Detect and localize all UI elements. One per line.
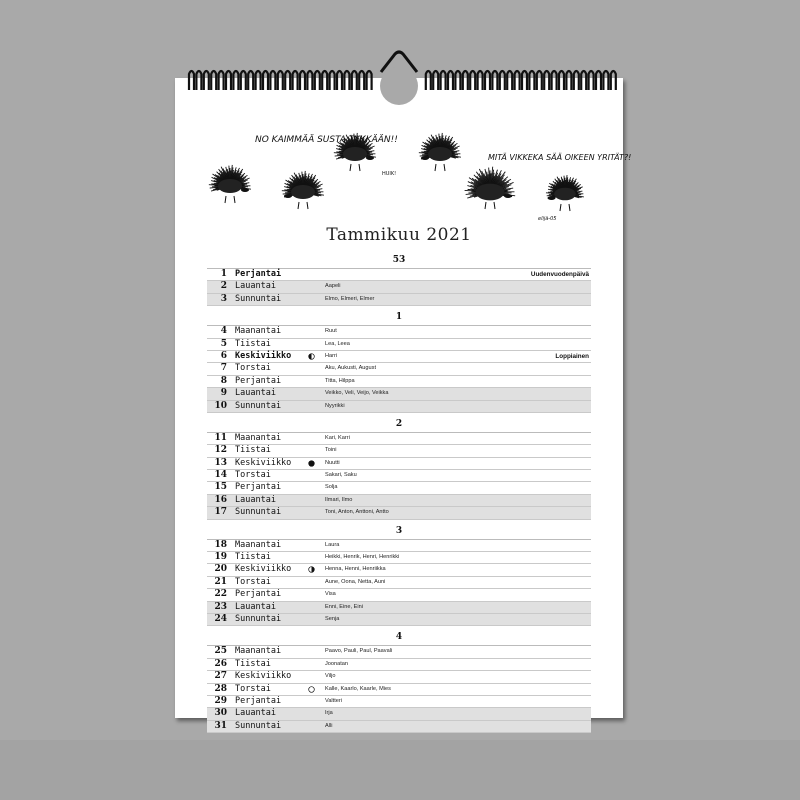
name-day-names: Harri (325, 352, 338, 359)
name-day-names: Senja (325, 615, 340, 622)
weekday-name: Lauantai (235, 388, 276, 399)
week-number: 2 (207, 417, 591, 433)
binding-coil (352, 71, 357, 90)
week-block (207, 417, 591, 520)
day-row (207, 351, 591, 363)
binding-coil (226, 71, 231, 90)
cartoon-signature: elijä-05 (538, 216, 557, 222)
hedgehog (419, 133, 461, 171)
week-block (207, 524, 591, 627)
weekday-name: Sunnuntai (235, 720, 282, 731)
week-number: 1 (207, 310, 591, 326)
weekday-name: Maanantai (235, 432, 282, 443)
weekday-name: Torstai (235, 363, 271, 374)
hedgehog (546, 175, 584, 211)
day-row (207, 376, 591, 388)
name-day-names: Sakari, Saku (325, 472, 357, 479)
day-row (207, 363, 591, 375)
binding-coil (322, 71, 327, 90)
day-number: 15 (214, 482, 227, 493)
weekday-name: Tiistai (235, 658, 271, 669)
day-row (207, 671, 591, 683)
week-number: 53 (207, 253, 591, 269)
day-number: 26 (214, 658, 227, 669)
binding-coil (426, 71, 431, 90)
week-block (207, 630, 591, 733)
day-number: 17 (214, 507, 227, 518)
day-number: 9 (220, 388, 227, 399)
name-day-names: Joonatan (325, 660, 349, 667)
wire-binding (175, 50, 623, 98)
day-row (207, 445, 591, 457)
binding-coil (344, 71, 349, 90)
weekday-name: Keskiviikko (235, 457, 292, 468)
holiday-label: Loppiainen (555, 352, 589, 360)
binding-coil (581, 71, 586, 90)
week-number: 4 (207, 630, 591, 646)
day-row (207, 401, 591, 413)
name-day-names: Viljo (325, 673, 336, 680)
name-day-names: Toini (325, 447, 337, 454)
weekday-name: Lauantai (235, 601, 276, 612)
binding-coil (293, 71, 298, 90)
day-row (207, 552, 591, 564)
binding-coil (478, 71, 483, 90)
day-row (207, 507, 591, 519)
day-row (207, 659, 591, 671)
weekday-name: Perjantai (235, 375, 282, 386)
day-number: 29 (214, 695, 227, 706)
name-day-names: Alli (325, 722, 333, 729)
binding-coil (589, 71, 594, 90)
name-day-names: Ilmari, Ilmo (325, 496, 353, 503)
hedgehog (465, 167, 516, 209)
name-day-names: Nuutti (325, 459, 340, 466)
binding-coil (448, 71, 453, 90)
binding-coil (485, 71, 490, 90)
week-number: 3 (207, 524, 591, 540)
day-row (207, 388, 591, 400)
background (0, 740, 800, 800)
weekday-name: Lauantai (235, 281, 276, 292)
binding-coil (256, 71, 261, 90)
day-row (207, 721, 591, 733)
binding-coil (574, 71, 579, 90)
weekday-name: Torstai (235, 576, 271, 587)
day-number: 28 (214, 683, 227, 694)
day-row (207, 458, 591, 470)
month-title: Tammikuu 2021 (326, 225, 472, 245)
day-row (207, 482, 591, 494)
binding-coil (278, 71, 283, 90)
day-number: 14 (214, 470, 227, 481)
day-number: 6 (220, 350, 227, 361)
hedgehog (282, 171, 324, 209)
binding-coil (263, 71, 268, 90)
name-day-names: Kalle, Kaarlo, Kaarle, Mies (325, 685, 391, 692)
name-day-names: Aune, Oona, Netta, Auni (325, 578, 386, 585)
day-row (207, 540, 591, 552)
day-number: 31 (214, 720, 227, 731)
name-day-names: Ruut (325, 328, 337, 335)
name-day-names: Laura (325, 541, 340, 548)
weekday-name: Torstai (235, 683, 271, 694)
binding-coil (219, 71, 224, 90)
name-day-names: Aku, Aukusti, August (325, 365, 376, 372)
binding-coil (566, 71, 571, 90)
day-row (207, 326, 591, 338)
binding-coil (596, 71, 601, 90)
weekday-name: Maanantai (235, 326, 282, 337)
day-row (207, 294, 591, 306)
day-number: 5 (220, 338, 227, 349)
name-day-names: Elmo, Elmeri, Elmer (325, 295, 375, 302)
name-day-names: Paavo, Pauli, Paul, Paavali (325, 648, 393, 655)
hedgehog (209, 165, 251, 203)
name-day-names: Valtteri (325, 697, 342, 704)
day-number: 22 (214, 589, 227, 600)
binding-coil (611, 71, 616, 90)
weekday-name: Perjantai (235, 589, 282, 600)
binding-coil (544, 71, 549, 90)
name-day-names: Heikki, Henrik, Henri, Henrikki (325, 554, 400, 561)
day-number: 7 (220, 363, 227, 374)
binding-coil (300, 71, 305, 90)
weekday-name: Sunnuntai (235, 293, 282, 304)
name-day-names: Kari, Karri (325, 434, 350, 441)
day-row (207, 495, 591, 507)
day-row (207, 646, 591, 658)
day-row (207, 339, 591, 351)
speech-left: NO KAIMMÄÄ SUSTA TYKKÄÄN!! (255, 135, 398, 145)
name-day-names: Toni, Anton, Anttoni, Antto (325, 509, 389, 516)
weekday-name: Perjantai (235, 695, 282, 706)
day-number: 24 (214, 613, 227, 624)
day-row (207, 269, 591, 281)
binding-coil (515, 71, 520, 90)
day-row (207, 281, 591, 293)
binding-coil (307, 71, 312, 90)
binding-coil (507, 71, 512, 90)
binding-coil (285, 71, 290, 90)
weekday-name: Tiistai (235, 445, 271, 456)
binding-coil (492, 71, 497, 90)
weekday-name: Tiistai (235, 338, 271, 349)
moon-phase-last-quarter-icon (308, 353, 315, 360)
day-number: 13 (214, 457, 227, 468)
week-block (207, 310, 591, 413)
moon-phase-full-icon (308, 686, 315, 693)
day-number: 10 (214, 400, 227, 411)
day-row (207, 602, 591, 614)
binding-coil (270, 71, 275, 90)
binding-coil (463, 71, 468, 90)
binding-coil (522, 71, 527, 90)
name-day-names: Lea, Leea (325, 340, 350, 347)
binding-coil (248, 71, 253, 90)
name-day-names: Irja (325, 710, 333, 717)
hanger-hole (380, 67, 418, 105)
weekday-name: Perjantai (235, 269, 282, 279)
day-row (207, 614, 591, 626)
day-number: 19 (214, 552, 227, 563)
day-number: 16 (214, 494, 227, 505)
binding-coil (500, 71, 505, 90)
moon-phase-first-quarter-icon (308, 566, 315, 573)
binding-coil (330, 71, 335, 90)
binding-coil (337, 71, 342, 90)
name-day-names: Enni, Eine, Eini (325, 603, 363, 610)
binding-coil (211, 71, 216, 90)
day-number: 21 (214, 576, 227, 587)
day-row (207, 684, 591, 696)
day-number: 3 (220, 293, 227, 304)
week-block (207, 253, 591, 306)
binding-coil (204, 71, 209, 90)
day-number: 27 (214, 671, 227, 682)
day-row (207, 708, 591, 720)
binding-coil (359, 71, 364, 90)
day-row (207, 577, 591, 589)
day-number: 20 (214, 564, 227, 575)
binding-coil (441, 71, 446, 90)
day-number: 23 (214, 601, 227, 612)
day-number: 12 (214, 445, 227, 456)
weekday-name: Maanantai (235, 539, 282, 550)
hedgehog-cartoon (200, 120, 632, 230)
weekday-name: Sunnuntai (235, 613, 282, 624)
binding-coil (470, 71, 475, 90)
weekday-name: Tiistai (235, 552, 271, 563)
day-row (207, 470, 591, 482)
weekday-name: Sunnuntai (235, 507, 282, 518)
binding-coil (537, 71, 542, 90)
binding-coil (367, 71, 372, 90)
weekday-name: Keskiviikko (235, 671, 292, 682)
day-number: 11 (214, 432, 227, 443)
name-day-names: Nyyrikki (325, 402, 345, 409)
day-number: 2 (220, 281, 227, 292)
name-day-names: Visa (325, 591, 336, 598)
day-row (207, 589, 591, 601)
speech-middle: HUIK! (382, 171, 397, 177)
weekday-name: Maanantai (235, 646, 282, 657)
day-number: 30 (214, 708, 227, 719)
day-number: 4 (220, 326, 227, 337)
binding-coil (241, 71, 246, 90)
weekday-name: Keskiviikko (235, 350, 292, 361)
holiday-label: Uudenvuodenpäivä (530, 271, 589, 278)
binding-coil (433, 71, 438, 90)
day-number: 25 (214, 646, 227, 657)
binding-coil (529, 71, 534, 90)
calendar-grid (207, 253, 591, 737)
speech-right: MITÄ VIKKEKA SÄÄ OIKEEN YRITÄT?! (488, 153, 632, 162)
name-day-names: Veikko, Veli, Veijo, Veikka (325, 390, 389, 397)
moon-phase-new-icon (308, 460, 315, 467)
name-day-names: Aapeli (325, 283, 341, 290)
binding-coil (603, 71, 608, 90)
name-day-names: Solja (325, 484, 338, 491)
binding-coil (196, 71, 201, 90)
weekday-name: Lauantai (235, 494, 276, 505)
day-row (207, 433, 591, 445)
binding-coil (552, 71, 557, 90)
day-row (207, 696, 591, 708)
name-day-names: Titta, Hilppa (325, 377, 355, 384)
day-row (207, 564, 591, 576)
weekday-name: Keskiviikko (235, 564, 292, 575)
binding-coil (315, 71, 320, 90)
binding-coil (455, 71, 460, 90)
weekday-name: Perjantai (235, 482, 282, 493)
day-number: 1 (220, 269, 227, 279)
binding-coil (189, 71, 194, 90)
day-number: 18 (214, 539, 227, 550)
weekday-name: Torstai (235, 470, 271, 481)
binding-coil (559, 71, 564, 90)
weekday-name: Lauantai (235, 708, 276, 719)
weekday-name: Sunnuntai (235, 400, 282, 411)
name-day-names: Henna, Henni, Henriikka (325, 566, 386, 573)
day-number: 8 (220, 375, 227, 386)
binding-coil (233, 71, 238, 90)
